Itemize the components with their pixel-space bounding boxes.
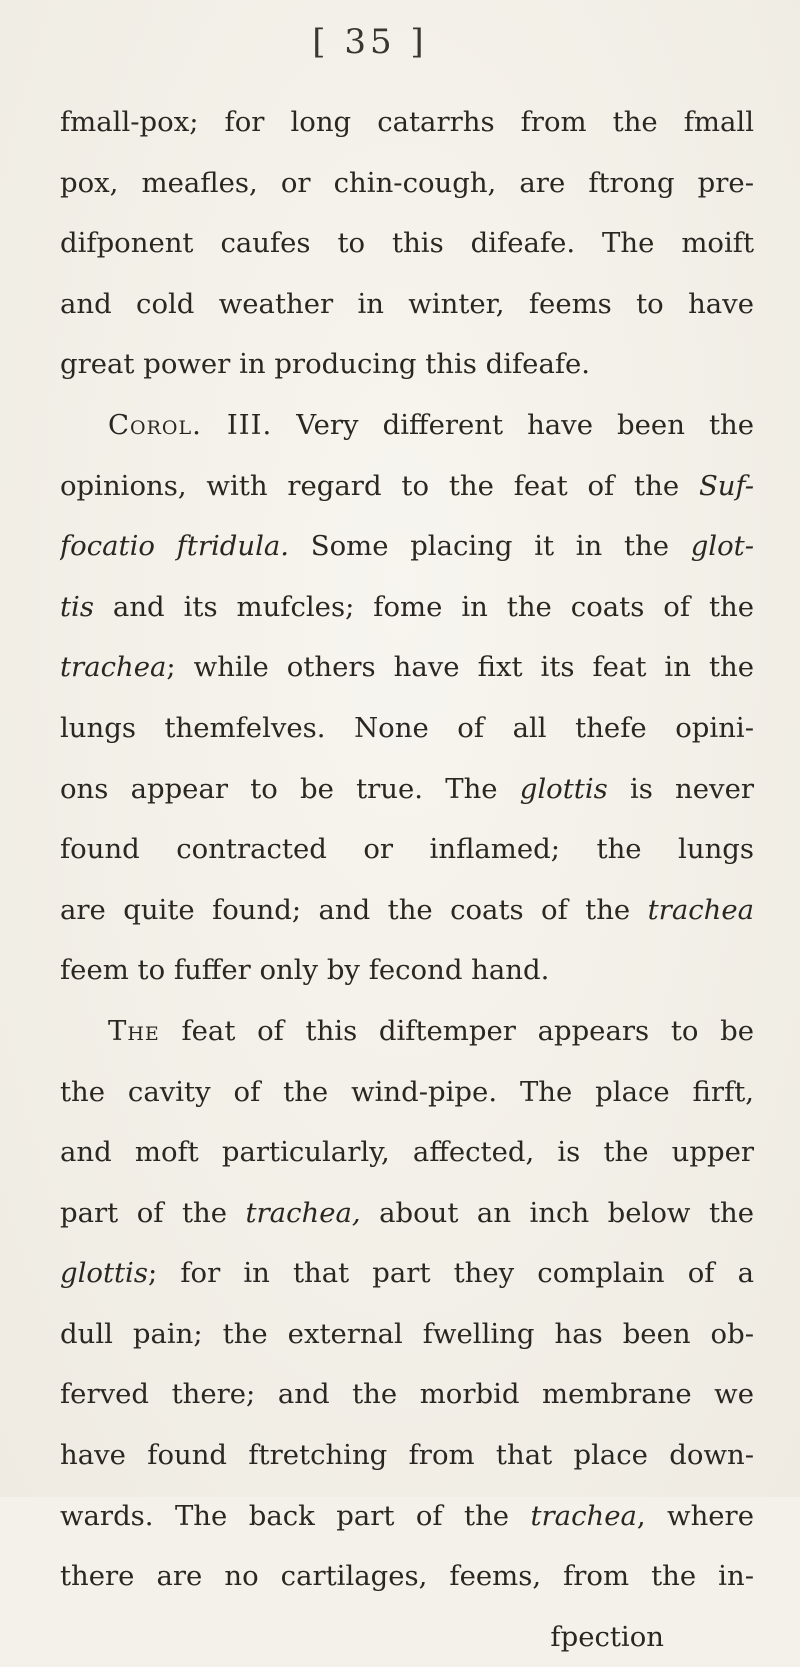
text-line — [60, 880, 754, 941]
text-line — [60, 153, 754, 214]
text-line — [60, 274, 754, 335]
text-line — [60, 1546, 754, 1607]
text-span: great power in producing this difeafe. — [60, 348, 591, 381]
text-span: and its mufcles; fome in the coats of the — [93, 590, 754, 623]
text-line — [60, 1243, 754, 1304]
italic-term: focatio ftridula. — [60, 530, 290, 563]
text-span: ; for in that part they complain of a — [147, 1257, 754, 1290]
text-line — [60, 698, 754, 759]
text-span: ferved there; and the morbid membrane we — [60, 1378, 754, 1411]
text-line — [60, 334, 754, 395]
text-span: ons appear to be true. The — [60, 772, 520, 805]
text-span: Some placing it in the — [289, 530, 691, 563]
text-line — [60, 1122, 754, 1183]
italic-term: Suf- — [698, 469, 754, 502]
text-span: lungs themfelves. None of all thefe opini- — [60, 711, 754, 744]
italic-term: trachea — [647, 893, 754, 926]
text-span: feem to fuffer only by fecond hand. — [60, 954, 550, 987]
body-text — [60, 92, 754, 1667]
text-line — [60, 637, 754, 698]
text-span: opinions, with regard to the feat of the — [60, 469, 699, 502]
text-span: ; while others have fixt its feat in the — [166, 651, 754, 684]
text-span: about an inch below the — [360, 1196, 754, 1229]
small-caps-heading: Corol. III. — [108, 408, 273, 441]
text-line — [60, 1425, 754, 1486]
text-line — [60, 819, 754, 880]
italic-term: glot- — [690, 530, 754, 563]
text-line — [60, 456, 754, 517]
italic-term: tis — [60, 590, 94, 623]
text-line — [60, 1062, 754, 1123]
text-line — [60, 1607, 754, 1667]
text-span: found contracted or inflamed; the lungs — [60, 833, 754, 866]
italic-term: glottis — [519, 772, 608, 805]
text-span: and moft particularly, affected, is the upper — [60, 1136, 754, 1169]
text-line — [60, 516, 754, 577]
text-span: and cold weather in winter, feems to have — [60, 287, 754, 320]
text-span: part of the — [60, 1196, 246, 1229]
text-line — [60, 1486, 754, 1547]
italic-term: trachea, — [245, 1196, 361, 1229]
text-span: there are no cartilages, feems, from the in- — [60, 1560, 754, 1593]
page-number: [ 35 ] — [312, 22, 428, 62]
text-line — [60, 395, 754, 456]
text-line — [60, 92, 754, 153]
italic-term: trachea — [530, 1499, 637, 1532]
text-span: fpection — [550, 1620, 664, 1653]
text-line — [60, 759, 754, 820]
text-span: is never — [607, 772, 754, 805]
text-line — [60, 1364, 754, 1425]
text-span: have found ftretching from that place down- — [60, 1439, 754, 1472]
italic-term: trachea — [60, 651, 167, 684]
text-line — [60, 1001, 754, 1062]
text-line — [60, 940, 754, 1001]
text-span: dull pain; the external fwelling has been ob- — [60, 1317, 754, 1350]
text-span: wards. The back part of the — [60, 1499, 531, 1532]
italic-term: glottis — [60, 1257, 148, 1290]
text-span: pox, meafles, or chin-cough, are ftrong pre- — [60, 166, 754, 199]
text-span: fmall-pox; for long catarrhs from the fmall — [60, 106, 754, 138]
text-span: feat of this diftemper appears to be — [159, 1014, 754, 1047]
text-span: difponent caufes to this difeafe. The moift — [60, 227, 754, 260]
small-caps-heading: The — [108, 1014, 160, 1047]
text-line — [60, 1304, 754, 1365]
text-line — [60, 213, 754, 274]
text-line — [60, 1183, 754, 1244]
text-line — [60, 577, 754, 638]
text-span: the cavity of the wind-pipe. The place firft, — [60, 1075, 754, 1108]
text-span: are quite found; and the coats of the — [60, 893, 648, 926]
text-span: , where — [636, 1499, 754, 1532]
text-span: Very different have been the — [272, 408, 754, 441]
